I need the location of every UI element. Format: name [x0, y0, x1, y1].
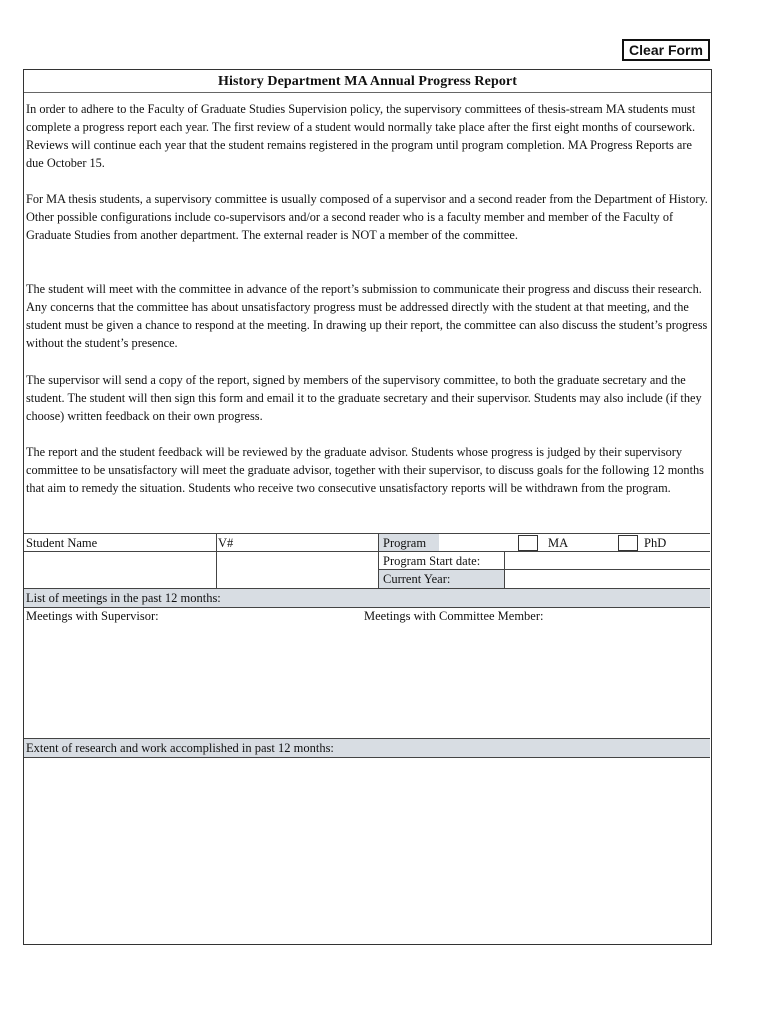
clear-form-button[interactable]: Clear Form [622, 39, 710, 61]
committee-paragraph: For MA thesis students, a supervisory committee is usually composed of a supervisor and a second reader from the Department of History. Other possible configurations include co-supervisors and/or a second reader who is a faculty member and member of the Faculty of Graduate Studies from another department. The external reader is NOT a member of the committee. [26, 192, 708, 242]
phd-label: PhD [644, 536, 667, 550]
meetings-top-border [24, 588, 710, 589]
program-start-label: Program Start date: [383, 554, 481, 568]
meeting-paragraph: The student will meet with the committee in advance of the report’s submission to communicate their progress and discuss their research. Any concerns that the committee has about unsatisfactory progress must be addressed directly with the student at that meeting, and the student must be given a chance to respond at the meeting. In drawing up their report, the committee can also discuss the student’s progress without the student’s presence. [26, 282, 708, 350]
meetings-supervisor-label: Meetings with Supervisor: [26, 609, 159, 623]
review-paragraph: The report and the student feedback will be reviewed by the graduate advisor. Students whose progress is judged by their supervisory committee to be unsatisfactory will meet the graduate advisor, together with their supervisor, to discuss goals for the following 12 months that aim to remedy the situation. Students who receive two consecutive unsatisfactory reports will be withdrawn from the program. [26, 445, 704, 495]
ma-checkbox[interactable] [518, 535, 538, 551]
title-divider [24, 92, 711, 93]
supervisor-paragraph: The supervisor will send a copy of the report, signed by members of the supervisory committee, to both the graduate secretary and the student. The student will then sign this form and email it to the graduate secretary and their supervisor. Students may also include (if they choose) written feedback on their own progress. [26, 373, 702, 423]
table-top-border [24, 533, 710, 534]
research-header: Extent of research and work accomplished in past 12 months: [26, 741, 334, 755]
research-header-border [24, 757, 710, 758]
research-field[interactable] [25, 759, 709, 941]
v-number-label: V# [218, 536, 234, 550]
meetings-supervisor-field[interactable] [25, 626, 355, 736]
v-number-field[interactable] [217, 552, 377, 587]
meetings-committee-label: Meetings with Committee Member: [364, 609, 544, 623]
student-name-label: Student Name [26, 536, 98, 550]
progress-report-form [23, 69, 712, 945]
current-year-label: Current Year: [383, 572, 451, 586]
phd-checkbox[interactable] [618, 535, 638, 551]
ma-label: MA [548, 536, 569, 550]
student-name-field[interactable] [25, 552, 215, 587]
current-year-field[interactable] [505, 570, 709, 588]
form-title: History Department MA Annual Progress Report [217, 74, 518, 89]
program-label: Program [383, 536, 427, 550]
program-start-field[interactable] [505, 552, 709, 569]
intro-paragraph: In order to adhere to the Faculty of Graduate Studies Supervision policy, the supervisory committees of thesis-stream MA students must complete a progress report each year. The first review of a student would normally take place after the first eight months of coursework. Reviews will continue each year that the student remains registered in the program until program completion. MA Progress Reports are due October 15. [26, 102, 696, 170]
meetings-committee-field[interactable] [364, 626, 709, 736]
meetings-header: List of meetings in the past 12 months: [26, 591, 221, 605]
